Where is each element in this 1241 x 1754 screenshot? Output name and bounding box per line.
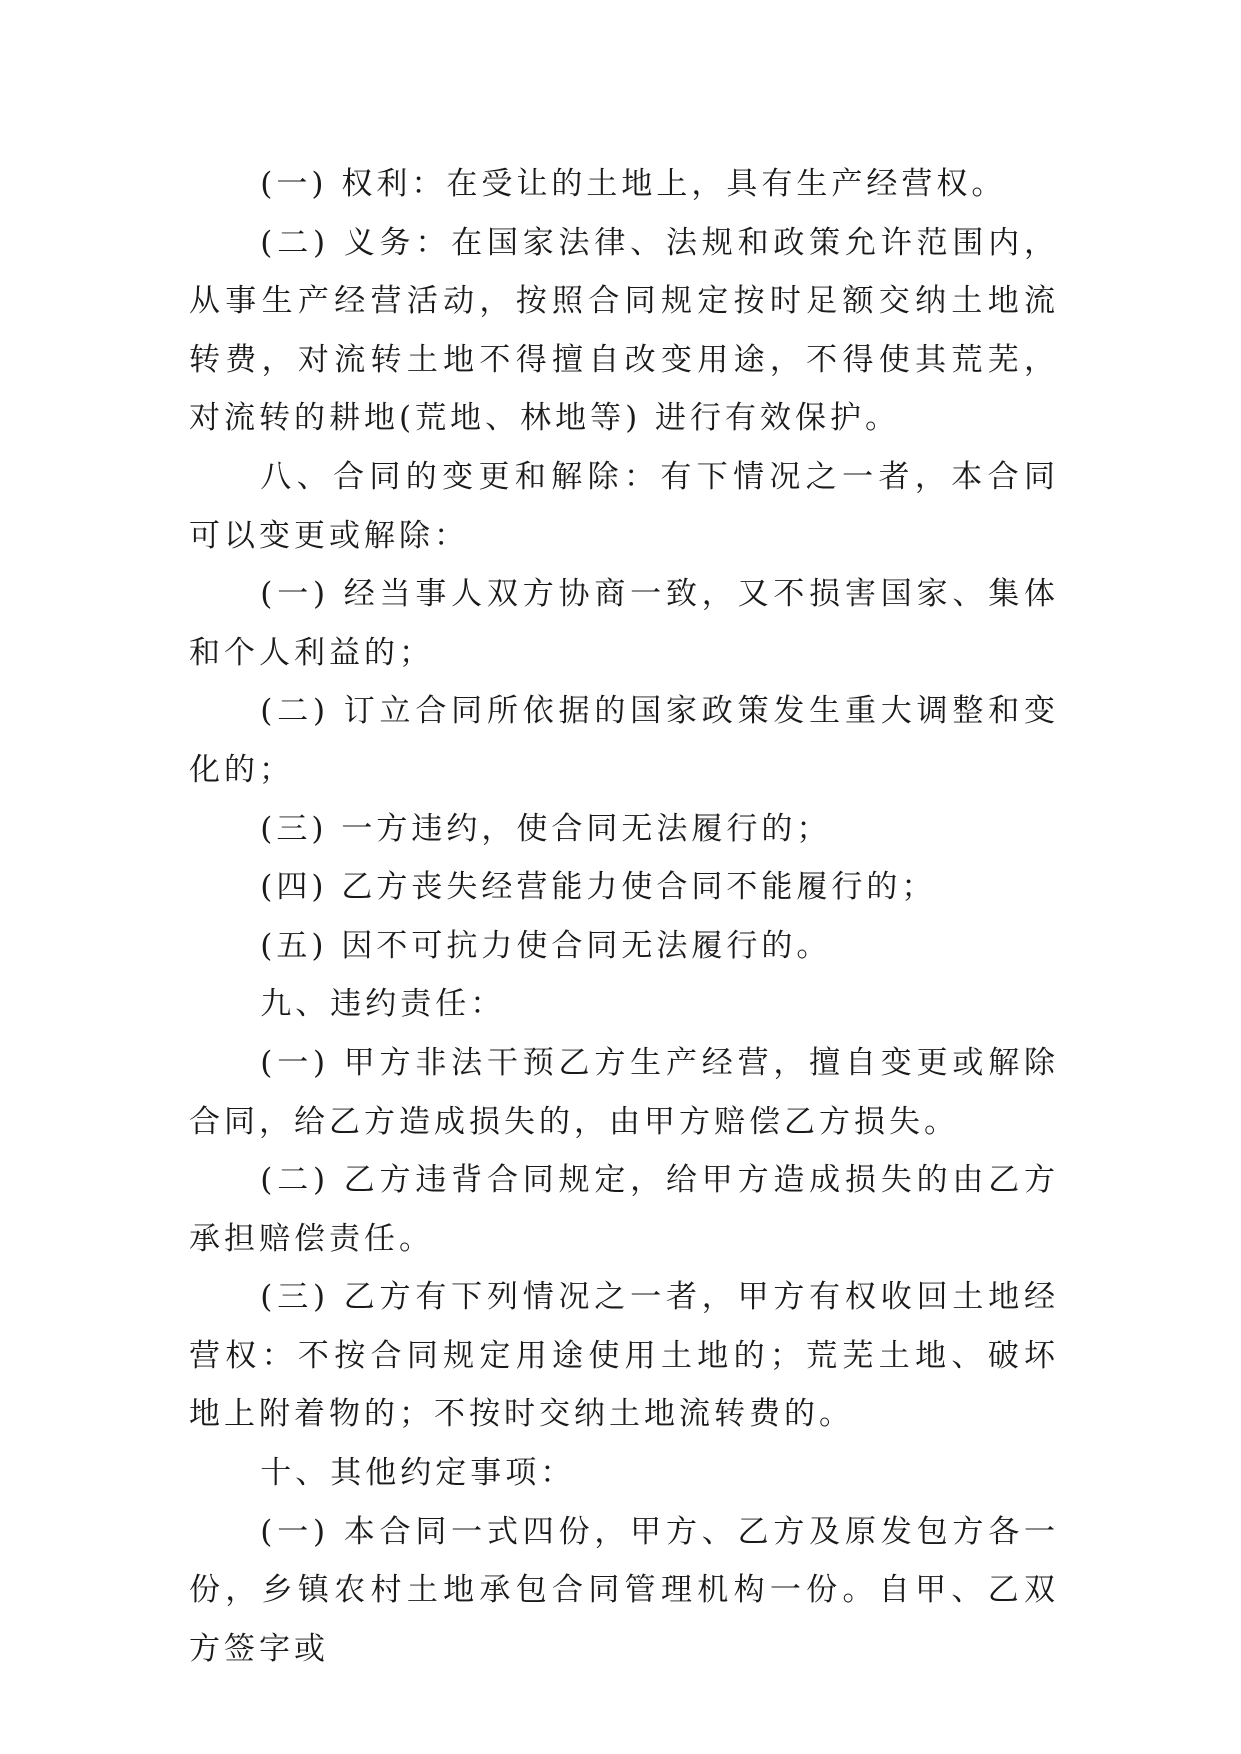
document-body bbox=[189, 155, 1059, 1678]
paragraph-liability-item-2: (二) 乙方违背合同规定，给甲方造成损失的由乙方承担赔偿责任。 bbox=[189, 1162, 1059, 1257]
paragraph-liability-item-3: (三) 乙方有下列情况之一者，甲方有权收回土地经营权：不按合同规定用途使用土地的；荒芜土地、破坏地上附着物的；不按时交纳土地流转费的。 bbox=[189, 1279, 1059, 1433]
paragraph-change-item-2: (二) 订立合同所依据的国家政策发生重大调整和变化的； bbox=[189, 693, 1059, 788]
paragraph-other-item-1: (一) 本合同一式四份，甲方、乙方及原发包方各一份，乡镇农村土地承包合同管理机构一份。自甲、乙双方签字或 bbox=[189, 1513, 1059, 1667]
paragraph-change-item-5: (五) 因不可抗力使合同无法履行的。 bbox=[260, 927, 832, 964]
section-heading-liability: 九、违约责任： bbox=[260, 986, 506, 1023]
paragraph-change-item-4: (四) 乙方丧失经营能力使合同不能履行的； bbox=[260, 869, 937, 906]
section-heading-contract-change: 八、合同的变更和解除：有下情况之一者，本合同可以变更或解除： bbox=[189, 458, 1059, 554]
paragraph-rights: (一) 权利：在受让的土地上，具有生产经营权。 bbox=[260, 166, 1007, 202]
section-heading-other-terms: 十、其他约定事项： bbox=[260, 1455, 576, 1492]
paragraph-change-item-3: (三) 一方违约，使合同无法履行的； bbox=[260, 810, 832, 847]
paragraph-obligations: (二) 义务：在国家法律、法规和政策允许范围内，从事生产经营活动，按照合同规定按时足额交纳土地流转费，对流转土地不得擅自改变用途，不得使其荒芜，对流转的耕地(荒地、林地等) 进行有效保护。 bbox=[189, 224, 1059, 437]
paragraph-change-item-1: (一) 经当事人双方协商一致，又不损害国家、集体和个人利益的； bbox=[189, 576, 1059, 671]
paragraph-liability-item-1: (一) 甲方非法干预乙方生产经营，擅自变更或解除合同，给乙方造成损失的，由甲方赔偿乙方损失。 bbox=[189, 1044, 1059, 1140]
